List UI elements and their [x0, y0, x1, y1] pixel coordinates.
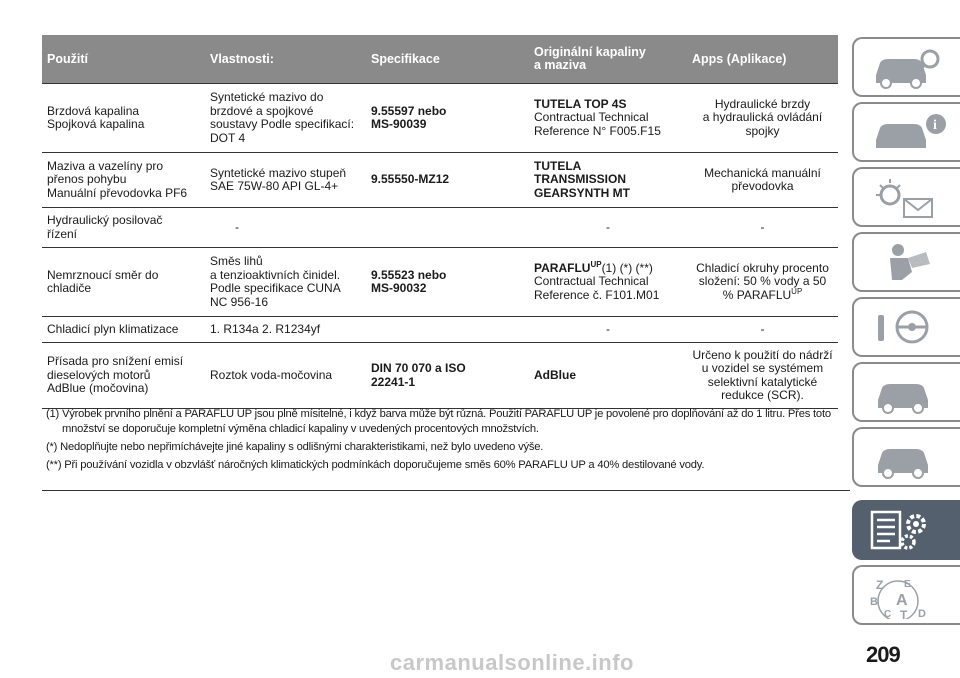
cell-apps: Určeno k použití do nádrží u vozidel se systémem selektivní katalytické redukce (SCR). — [692, 347, 833, 402]
footnote-2: (*) Nedoplňujte nebo nepřimíchávejte jiné kapaliny s odlišnými charakteristikami, než bylo uvedeno výše. — [46, 441, 544, 453]
fluid-notes: (1) (*) (**) — [601, 260, 653, 275]
watermark: carmanualsonline.info — [390, 650, 634, 675]
cell-properties: Roztok voda-močovina — [210, 367, 333, 382]
page-number: 209 — [866, 642, 900, 667]
cell-fluid: AdBlue — [534, 367, 576, 382]
nav-tab-dashboard[interactable] — [852, 37, 960, 97]
footer-rule — [42, 490, 850, 491]
apps-sup: UP — [791, 286, 803, 296]
cell-use: Nemrznoucí směr do chladiče — [47, 267, 159, 295]
svg-text:T: T — [900, 608, 908, 619]
fluid-name: TUTELA TOP 4S — [534, 96, 627, 111]
footnotes — [46, 407, 840, 476]
cell-fluid: TUTELA TRANSMISSION GEARSYNTH MT — [534, 158, 630, 200]
nav-tab-warnings[interactable] — [852, 167, 960, 227]
col-header-specification: Specifikace — [371, 51, 440, 66]
cell-fluid — [529, 259, 687, 303]
table-row — [42, 153, 838, 208]
cell-properties: - — [235, 219, 239, 234]
nav-tab-emergency[interactable] — [852, 232, 960, 292]
cell-apps: Mechanická manuální převodovka — [704, 165, 821, 193]
nav-tab-index[interactable] — [852, 565, 960, 625]
fluid-reference: Contractual Technical Reference č. F101.M01 — [534, 274, 660, 302]
nav-tab-technical-specs[interactable] — [852, 500, 960, 560]
footnote-1-cont: množství se doporučuje kompletní výměna chladicí kapaliny v uvedených procentových množstvích. — [62, 423, 539, 435]
col-header-use: Použití — [47, 51, 88, 66]
cell-use: Maziva a vazelíny pro přenos pohybu Manuální převodovka PF6 — [47, 158, 188, 200]
cell-specification: DIN 70 070 a ISO 22241-1 — [371, 361, 466, 389]
cell-fluid: - — [606, 321, 610, 336]
cell-use: Hydraulický posilovač řízení — [47, 213, 163, 241]
airbag-person-icon — [868, 240, 948, 286]
svg-text:C: C — [884, 609, 892, 619]
cell-apps — [687, 262, 838, 303]
cell-apps: - — [760, 219, 765, 234]
apps-text: Chladicí okruhy procento složení: 50 % vody a 50 % PARAFLU — [696, 260, 829, 302]
cell-specification: 9.55550-MZ12 — [371, 172, 450, 187]
car-info-icon — [868, 110, 948, 156]
svg-text:B: B — [870, 596, 878, 608]
svg-text:Z: Z — [876, 578, 884, 592]
cell-specification: 9.55523 nebo MS-90032 — [371, 267, 447, 295]
cell-use: Chladicí plyn klimatizace — [47, 321, 179, 336]
col-header-original-fluids: Originální kapaliny a maziva — [534, 45, 646, 72]
svg-text:i: i — [933, 118, 937, 133]
alphabet-index-icon — [868, 573, 948, 619]
cell-properties: Směs lihů a tenzioaktivních činidel. Podle specifikace CUNA NC 956-16 — [210, 254, 341, 309]
car-tools-icon — [868, 370, 948, 416]
fluids-table — [42, 35, 838, 409]
col-header-properties: Vlastnosti: — [210, 51, 274, 66]
fluid-name: PARAFLU — [534, 260, 591, 275]
table-row — [42, 248, 838, 317]
svg-text:E: E — [904, 579, 911, 590]
svg-text:A: A — [896, 592, 908, 609]
warning-light-mail-icon — [868, 175, 948, 221]
cell-properties: Syntetické mazivo stupeň SAE 75W-80 API GL-4+ — [210, 165, 347, 193]
footnote-1: (1) Výrobek prvního plnění a PARAFLU UP jsou plně mísitelné, i když barva může být různá. Použití PARAFLU UP je povolené pro doplňování až do 1 litru. Přes toto — [46, 408, 831, 420]
table-row — [42, 343, 838, 409]
cell-apps: Hydraulické brzdy a hydraulická ovládání spojky — [702, 96, 823, 138]
table-row — [42, 317, 838, 343]
cell-apps: - — [760, 321, 765, 336]
cell-properties: Syntetické mazivo do brzdové a spojkové soustavy Podle specifikací: DOT 4 — [210, 90, 355, 145]
table-row — [42, 84, 838, 153]
nav-tab-safety[interactable] — [852, 102, 960, 162]
cell-fluid — [529, 98, 687, 139]
nav-tab-servicing[interactable] — [852, 427, 960, 487]
car-tools-icon — [868, 435, 948, 481]
table-header — [42, 35, 838, 84]
cell-fluid: - — [606, 219, 610, 234]
steering-wheel-key-icon — [868, 305, 948, 351]
nav-tab-maintenance[interactable] — [852, 362, 960, 422]
cell-properties: 1. R134a 2. R1234yf — [210, 321, 321, 336]
cell-specification: 9.55597 nebo MS-90039 — [371, 103, 447, 131]
svg-text:D: D — [918, 608, 926, 619]
cell-use: Brzdová kapalina Spojková kapalina — [47, 103, 145, 131]
col-header-apps: Apps (Aplikace) — [692, 51, 787, 66]
fluid-reference: Contractual Technical Reference N° F005.F15 — [534, 110, 661, 138]
table-row — [42, 208, 838, 248]
footnote-3: (**) Při používání vozidla v obzvlášť náročných klimatických podmínkách doporučujeme směs 60% PARAFLU UP a 40% destilované vody. — [46, 459, 705, 471]
specs-gears-icon — [868, 508, 948, 554]
cell-use: Přísada pro snížení emisí dieselových motorů AdBlue (močovina) — [47, 354, 184, 396]
nav-tab-starting[interactable] — [852, 297, 960, 357]
car-search-icon — [868, 45, 948, 91]
fluid-name-sup: UP — [590, 259, 602, 269]
